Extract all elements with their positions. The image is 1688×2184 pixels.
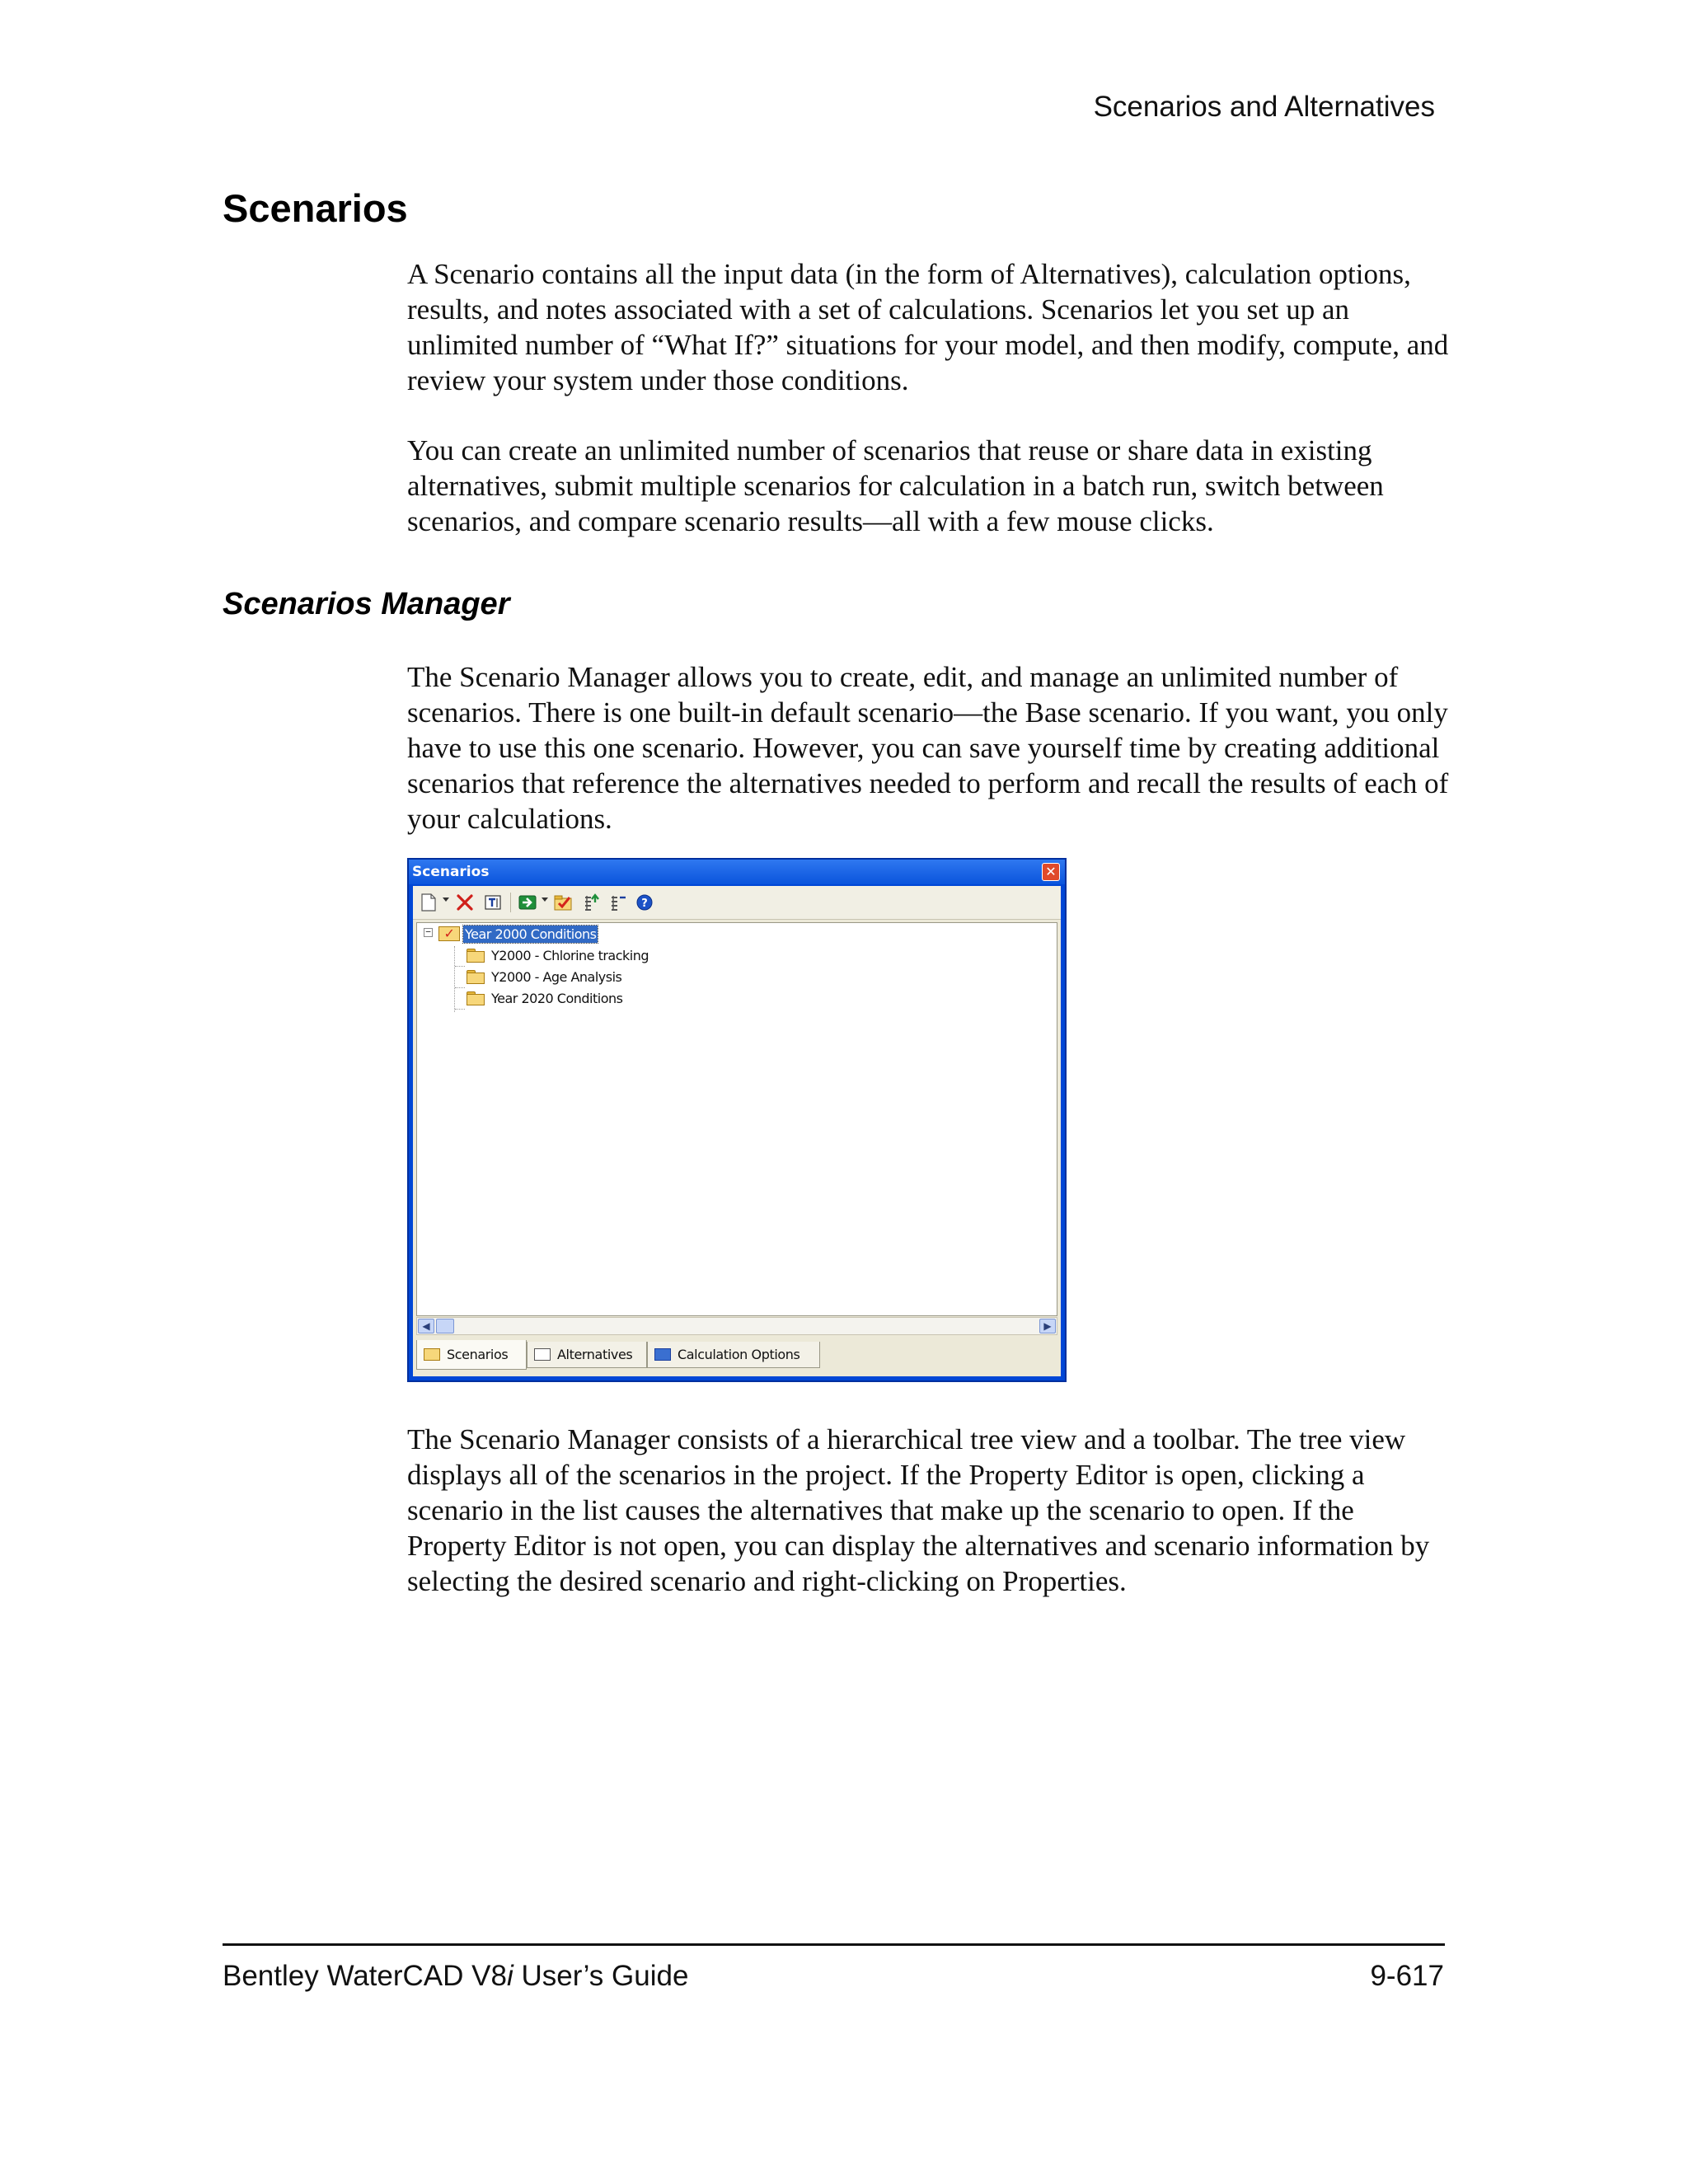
tree-item-label: Year 2000 Conditions <box>465 926 597 942</box>
intro-paragraph-1: A Scenario contains all the input data (in the form of Alternatives), calculation options, results, and notes associated with a set of calculations. Scenarios let you set up an unlimited number of “What If?” situations for your model, and then modify, compute, and review your system under those conditions. <box>407 258 1449 396</box>
new-icon[interactable] <box>418 892 439 913</box>
svg-text:?: ? <box>641 898 648 910</box>
make-current-icon[interactable] <box>553 892 574 913</box>
tree-connector <box>455 966 465 967</box>
horizontal-scrollbar[interactable] <box>416 1317 1057 1335</box>
running-header: Scenarios and Alternatives <box>1093 91 1435 123</box>
expand-icon[interactable] <box>581 892 603 913</box>
page-number: 9-617 <box>1370 1960 1444 1992</box>
compute-icon[interactable] <box>517 892 538 913</box>
tree-item-y2000-chlorine-tracking[interactable] <box>467 945 650 965</box>
close-icon[interactable]: ✕ <box>1042 863 1060 881</box>
scroll-left-icon[interactable]: ◀ <box>418 1319 434 1333</box>
tab-label: Alternatives <box>557 1347 633 1362</box>
footer-guide-title <box>223 1960 688 1993</box>
folder-icon <box>467 991 485 1005</box>
alternatives-icon <box>534 1348 551 1361</box>
intro-paragraph-2: You can create an unlimited number of scenarios that reuse or share data in existing alternatives, submit multiple scenarios for calculation in a batch run, switch between scenarios, and compare scenario results—all with a few mouse clicks. <box>407 434 1384 537</box>
tree-item-label: Y2000 - Chlorine tracking <box>491 947 649 963</box>
tree-item-year-2020-conditions[interactable] <box>467 988 624 1008</box>
tree-connector <box>454 946 455 1012</box>
window-title: Scenarios <box>409 860 1065 884</box>
folder-icon <box>467 970 485 983</box>
help-icon[interactable] <box>634 892 655 913</box>
tab-strip <box>416 1340 1057 1373</box>
tab-calculation-options[interactable] <box>647 1342 820 1368</box>
calculation-options-icon <box>654 1348 671 1361</box>
current-scenario-icon: ✓ <box>438 926 460 941</box>
delete-icon[interactable] <box>454 892 476 913</box>
rename-icon[interactable] <box>482 892 504 913</box>
scenarios-window <box>407 858 1067 1382</box>
tree-item-year-2000-conditions[interactable] <box>438 924 598 944</box>
tree-connector <box>455 1009 465 1010</box>
toolbar <box>413 886 1061 920</box>
guide-title-suffix: User’s Guide <box>513 1960 689 1992</box>
compute-dropdown-icon[interactable] <box>542 898 548 902</box>
new-dropdown-icon[interactable] <box>443 898 449 902</box>
folder-icon <box>424 1348 440 1361</box>
tab-alternatives[interactable] <box>527 1342 647 1368</box>
folder-icon <box>467 949 485 962</box>
tab-label: Scenarios <box>447 1347 509 1362</box>
scenario-tree <box>416 922 1057 1316</box>
scroll-thumb[interactable] <box>436 1319 454 1333</box>
collapse-tree-node-icon[interactable]: − <box>424 928 433 937</box>
tab-label: Calculation Options <box>678 1347 800 1362</box>
tree-item-y2000-age-analysis[interactable] <box>467 967 623 987</box>
tree-item-label: Y2000 - Age Analysis <box>491 968 622 985</box>
section-title: Scenarios <box>223 186 408 230</box>
footer-rule <box>223 1943 1445 1946</box>
tree-connector <box>455 987 465 988</box>
manager-paragraph-2: The Scenario Manager consists of a hierarchical tree view and a toolbar. The tree view displays all of the scenarios in the project. If the Property Editor is open, clicking a scenario in the list causes the alternatives that make up the scenario to open. If the Property Editor is not open, you can display the alternatives and scenario information by selecting the desired scenario and right-clicking on Properties. <box>407 1423 1430 1597</box>
window-body <box>413 886 1061 1376</box>
guide-title-prefix: Bentley WaterCAD V8 <box>223 1960 507 1992</box>
guide-title-italic: i <box>506 1960 513 1992</box>
collapse-icon[interactable] <box>607 892 629 913</box>
scroll-right-icon[interactable]: ▶ <box>1039 1319 1056 1333</box>
tab-scenarios[interactable] <box>416 1340 527 1370</box>
manager-paragraph-1: The Scenario Manager allows you to create, edit, and manage an unlimited number of scenarios. There is one built-in default scenario—the Base scenario. If you want, you only have to use this one scenario. However, you can save yourself time by creating additional scenarios that reference the alternatives needed to perform and recall the results of each of your calculations. <box>407 661 1449 835</box>
tree-item-label: Year 2020 Conditions <box>491 990 623 1006</box>
toolbar-separator <box>510 893 511 912</box>
subsection-title: Scenarios Manager <box>223 587 510 621</box>
